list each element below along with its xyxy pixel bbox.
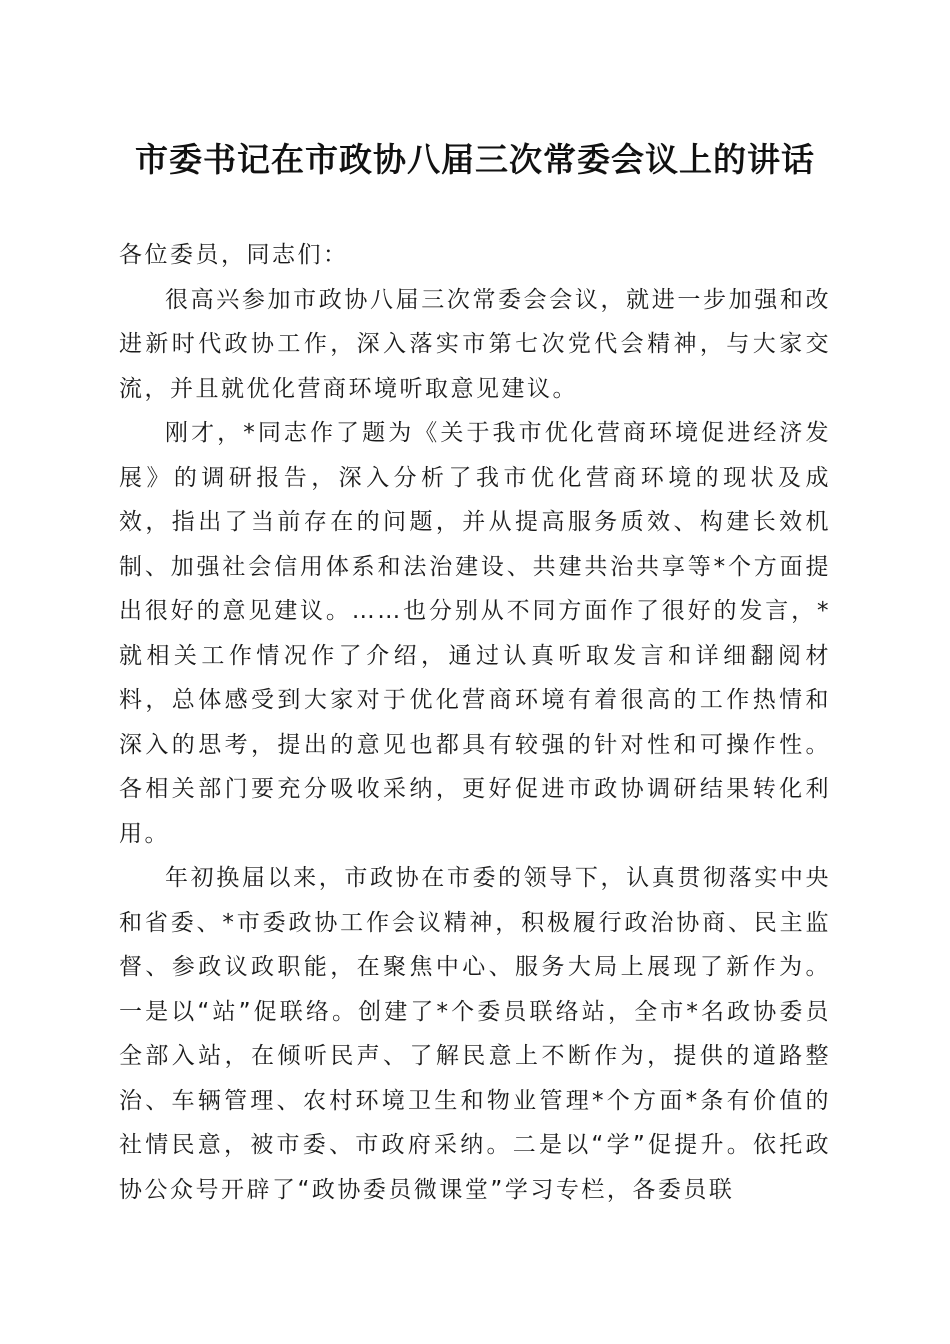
document-body xyxy=(119,233,831,1212)
paragraph-2: 刚才，*同志作了题为《关于我市优化营商环境促进经济发展》的调研报告，深入分析了我市优化营商环境的现状及成效，指出了当前存在的问题，并从提高服务质效、构建长效机制、加强社会信用体系和法治建设、共建共治共享等*个方面提出很好的意见建议。……也分别从不同方面作了很好的发言，*就相关工作情况作了介绍，通过认真听取发言和详细翻阅材料，总体感受到大家对于优化营商环境有着很高的工作热情和深入的思考，提出的意见也都具有较强的针对性和可操作性。各相关部门要充分吸收采纳，更好促进市政协调研结果转化利用。 xyxy=(119,420,831,847)
page-title: 市委书记在市政协八届三次常委会议上的讲话 xyxy=(135,140,815,179)
salutation: 各位委员，同志们： xyxy=(119,242,349,268)
paragraph-1: 很高兴参加市政协八届三次常委会会议，就进一步加强和改进新时代政协工作，深入落实市第七次党代会精神，与大家交流，并且就优化营商环境听取意见建议。 xyxy=(119,286,831,402)
paragraph-3: 年初换届以来，市政协在市委的领导下，认真贯彻落实中央和省委、*市委政协工作会议精神，积极履行政治协商、民主监督、参政议政职能，在聚焦中心、服务大局上展现了新作为。一是以“站”促联络。创建了*个委员联络站，全市*名政协委员全部入站，在倾听民声、了解民意上不断作为，提供的道路整治、车辆管理、农村环境卫生和物业管理*个方面*条有价值的社情民意，被市委、市政府采纳。二是以“学”促提升。依托政协公众号开辟了“政协委员微课堂”学习专栏，各委员联 xyxy=(119,865,831,1203)
